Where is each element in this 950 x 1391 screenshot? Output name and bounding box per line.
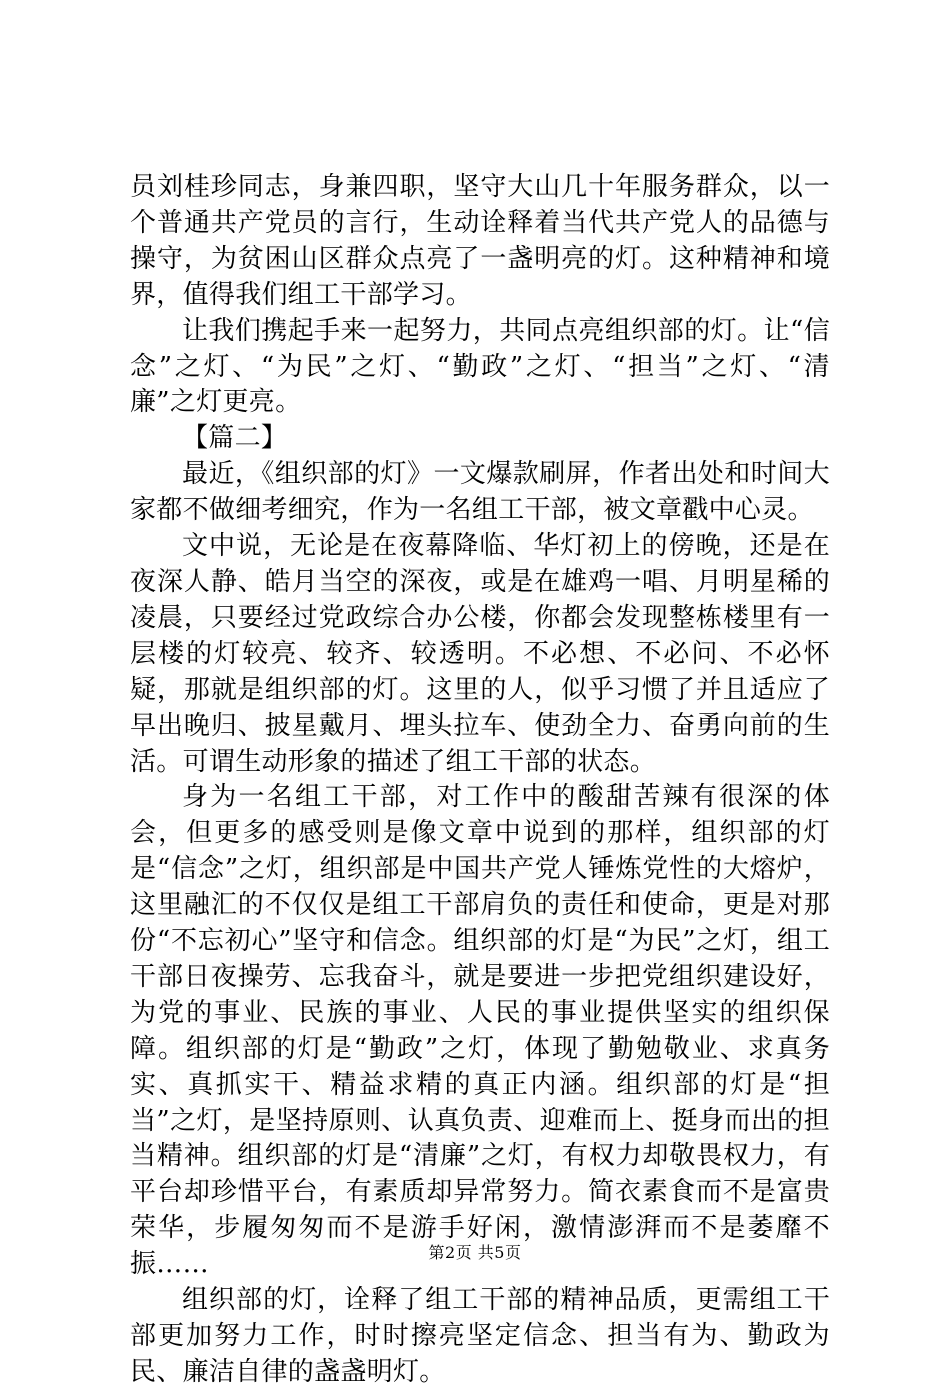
page-number-footer: 第2页 共5页 — [428, 1243, 522, 1262]
paragraph-conclusion: 组织部的灯，诠释了组工干部的精神品质，更需组工干部更加努力工作，时时擦亮坚定信念、担当有为、勤政为民、廉洁自律的盏盏明灯。 — [130, 1285, 830, 1387]
paragraph-quote: 文中说，无论是在夜幕降临、华灯初上的傍晚，还是在夜深人静、皓月当空的深夜，或是在雄鸡一唱、月明星稀的凌晨，只要经过党政综合办公楼，你都会发现整栋楼里有一层楼的灯较亮、较齐、较透明。不必想、不必问、不必怀疑，那就是组织部的灯。这里的人，似乎习惯了并且适应了早出晚归、披星戴月、埋头拉车、使劲全力、奋勇向前的生活。可谓生动形象的描述了组工干部的状态。 — [130, 531, 830, 777]
document-body — [130, 170, 830, 1391]
paragraph-call-to-action: 让我们携起手来一起努力，共同点亮组织部的灯。让“信念”之灯、“为民”之灯、“勤政”之灯、“担当”之灯、“清廉”之灯更亮。 — [130, 315, 830, 418]
section-heading: 【篇二】 — [182, 423, 288, 454]
paragraph-continued: 员刘桂珍同志，身兼四职，坚守大山几十年服务群众，以一个普通共产党员的言行，生动诠释着当代共产党人的品德与操守，为贫困山区群众点亮了一盏明亮的灯。这种精神和境界，值得我们组工干部学习。 — [130, 172, 830, 310]
paragraph-reflection: 身为一名组工干部，对工作中的酸甜苦辣有很深的体会，但更多的感受则是像文章中说到的那样，组织部的灯是“信念”之灯，组织部是中国共产党人锤炼党性的大熔炉，这里融汇的不仅仅是组工干部肩负的责任和使命，更是对那份“不忘初心”坚守和信念。组织部的灯是“为民”之灯，组工干部日夜操劳、忘我奋斗，就是要进一步把党组织建设好，为党的事业、民族的事业、人民的事业提供坚实的组织保障。组织部的灯是“勤政”之灯，体现了勤勉敬业、求真务实、真抓实干、精益求精的真正内涵。组织部的灯是“担当”之灯，是坚持原则、认真负责、迎难而上、挺身而出的担当精神。组织部的灯是“清廉”之灯，有权力却敬畏权力，有平台却珍惜平台，有素质却异常努力。简衣素食而不是富贵荣华，步履匆匆而不是游手好闲，激情澎湃而不是萎靡不振…… — [130, 782, 830, 1280]
paragraph-intro: 最近，《组织部的灯》一文爆款刷屏，作者出处和时间大家都不做细考细究，作为一名组工干部，被文章戳中心灵。 — [130, 459, 830, 526]
